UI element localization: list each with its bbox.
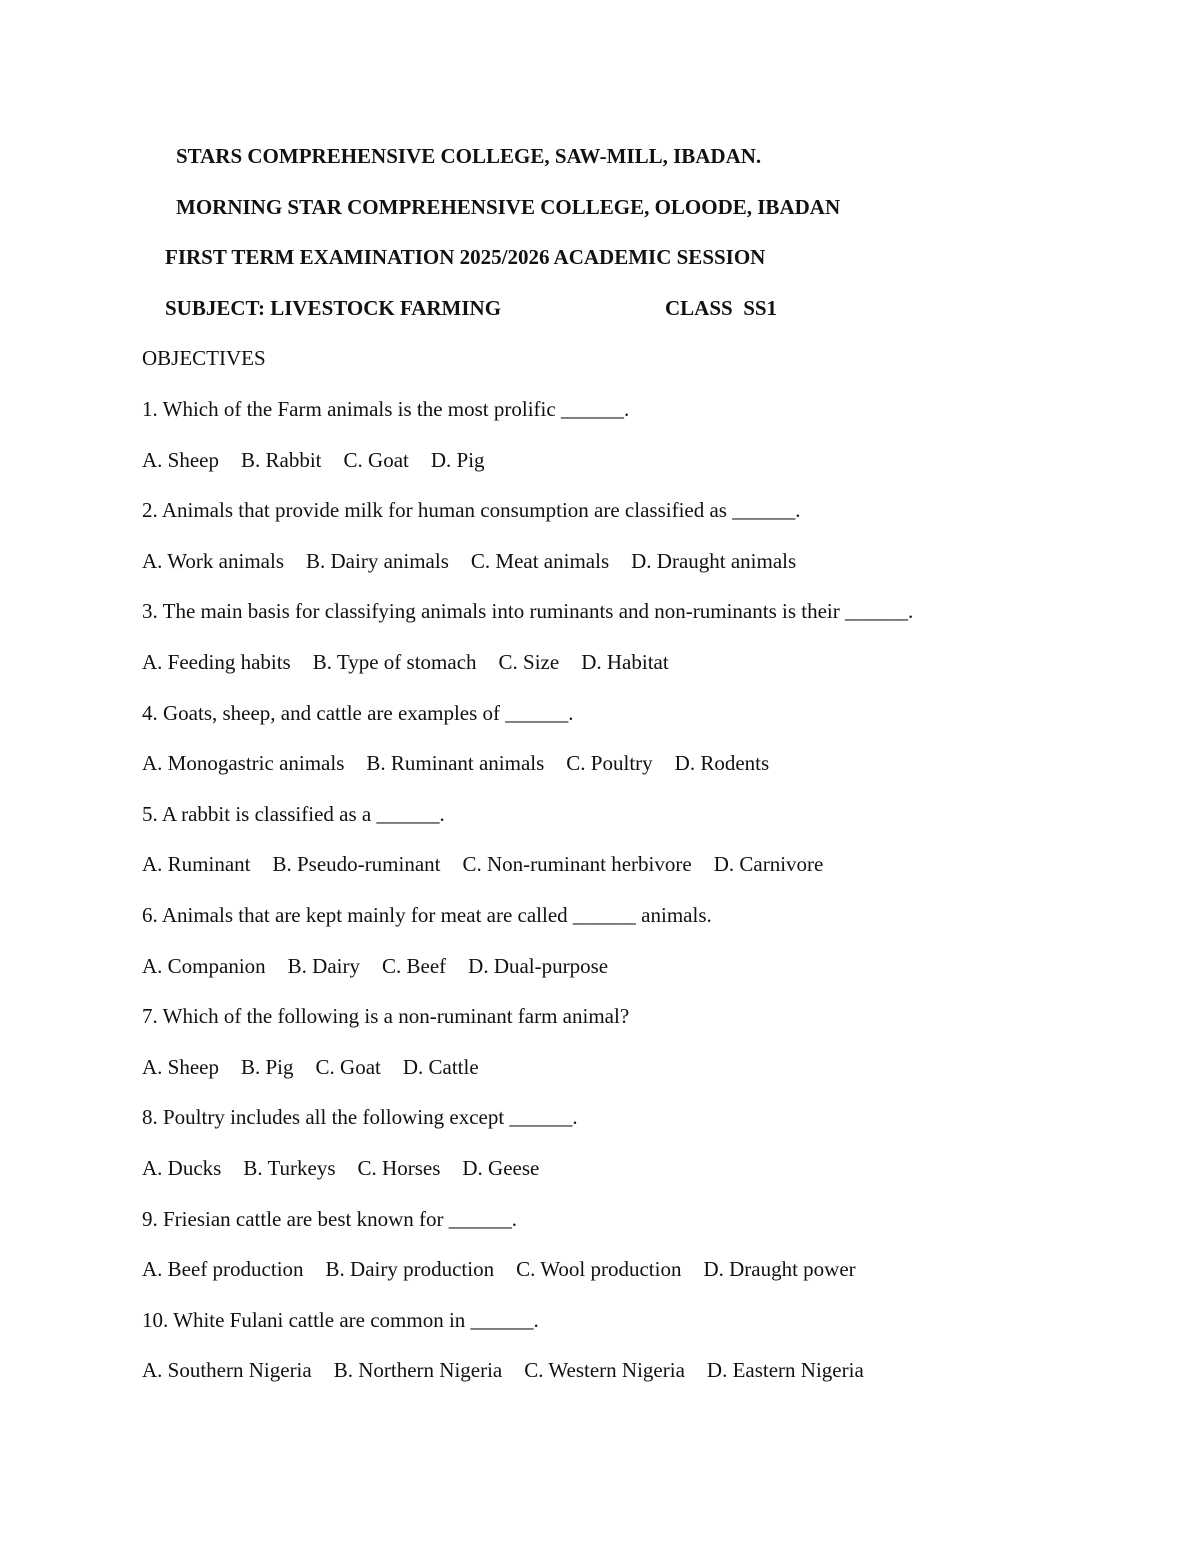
option-b: B. Dairy production	[325, 1257, 495, 1281]
question-text: 7. Which of the following is a non-ruminant farm animal?	[142, 1004, 630, 1028]
option-c: C. Goat	[343, 448, 409, 472]
options-row	[142, 1054, 501, 1080]
question-text: 5. A rabbit is classified as a ______.	[142, 802, 445, 826]
option-a: A. Sheep	[142, 1055, 219, 1079]
options-row	[142, 548, 818, 574]
option-b: B. Dairy	[287, 954, 360, 978]
option-d: D. Carnivore	[713, 852, 824, 876]
option-c: C. Poultry	[566, 751, 653, 775]
school-name-1: STARS COMPREHENSIVE COLLEGE, SAW-MILL, IBADAN.	[176, 144, 762, 168]
option-d: D. Dual-purpose	[468, 954, 609, 978]
option-d: D. Rodents	[674, 751, 770, 775]
option-a: A. Ducks	[142, 1156, 222, 1180]
option-a: A. Ruminant	[142, 852, 251, 876]
options-row	[142, 953, 630, 979]
option-a: A. Companion	[142, 954, 266, 978]
options-row	[142, 851, 845, 877]
option-d: D. Draught animals	[631, 549, 797, 573]
question-text: 8. Poultry includes all the following except ______.	[142, 1105, 578, 1129]
option-a: A. Sheep	[142, 448, 219, 472]
option-b: B. Dairy animals	[306, 549, 449, 573]
options-row	[142, 1357, 886, 1383]
options-row	[142, 649, 691, 675]
option-a: A. Monogastric animals	[142, 751, 345, 775]
option-d: D. Cattle	[402, 1055, 479, 1079]
question-text: 10. White Fulani cattle are common in ______.	[142, 1308, 539, 1332]
options-row	[142, 750, 791, 776]
option-d: D. Habitat	[581, 650, 669, 674]
option-c: C. Size	[498, 650, 560, 674]
option-a: A. Feeding habits	[142, 650, 291, 674]
option-c: C. Beef	[382, 954, 447, 978]
subject-label: SUBJECT: LIVESTOCK FARMING	[165, 296, 502, 320]
option-d: D. Eastern Nigeria	[706, 1358, 864, 1382]
option-b: B. Pig	[241, 1055, 294, 1079]
section-title: OBJECTIVES	[142, 346, 266, 370]
school-name-2: MORNING STAR COMPREHENSIVE COLLEGE, OLOODE, IBADAN	[176, 195, 841, 219]
option-b: B. Rabbit	[241, 448, 322, 472]
question-text: 9. Friesian cattle are best known for ______.	[142, 1207, 517, 1231]
option-b: B. Type of stomach	[312, 650, 477, 674]
option-b: B. Turkeys	[243, 1156, 336, 1180]
option-d: D. Draught power	[703, 1257, 856, 1281]
option-c: C. Western Nigeria	[524, 1358, 685, 1382]
option-a: A. Work animals	[142, 549, 284, 573]
question-text: 2. Animals that provide milk for human consumption are classified as ______.	[142, 498, 801, 522]
option-d: D. Pig	[430, 448, 485, 472]
option-c: C. Horses	[357, 1156, 441, 1180]
option-d: D. Geese	[462, 1156, 540, 1180]
option-b: B. Northern Nigeria	[333, 1358, 503, 1382]
option-c: C. Goat	[315, 1055, 381, 1079]
option-c: C. Non-ruminant herbivore	[462, 852, 692, 876]
option-c: C. Meat animals	[470, 549, 610, 573]
options-row	[142, 1256, 878, 1282]
option-c: C. Wool production	[516, 1257, 682, 1281]
option-a: A. Beef production	[142, 1257, 304, 1281]
question-text: 6. Animals that are kept mainly for meat are called ______ animals.	[142, 903, 712, 927]
option-a: A. Southern Nigeria	[142, 1358, 312, 1382]
option-b: B. Pseudo-ruminant	[272, 852, 441, 876]
options-row	[142, 447, 507, 473]
class-label: CLASS SS1	[665, 296, 778, 320]
question-text: 4. Goats, sheep, and cattle are examples of ______.	[142, 701, 574, 725]
question-text: 1. Which of the Farm animals is the most prolific ______.	[142, 397, 630, 421]
question-text: 3. The main basis for classifying animals into ruminants and non-ruminants is their ______.	[142, 599, 914, 623]
option-b: B. Ruminant animals	[366, 751, 545, 775]
exam-title: FIRST TERM EXAMINATION 2025/2026 ACADEMIC SESSION	[165, 245, 766, 269]
options-row	[142, 1155, 561, 1181]
